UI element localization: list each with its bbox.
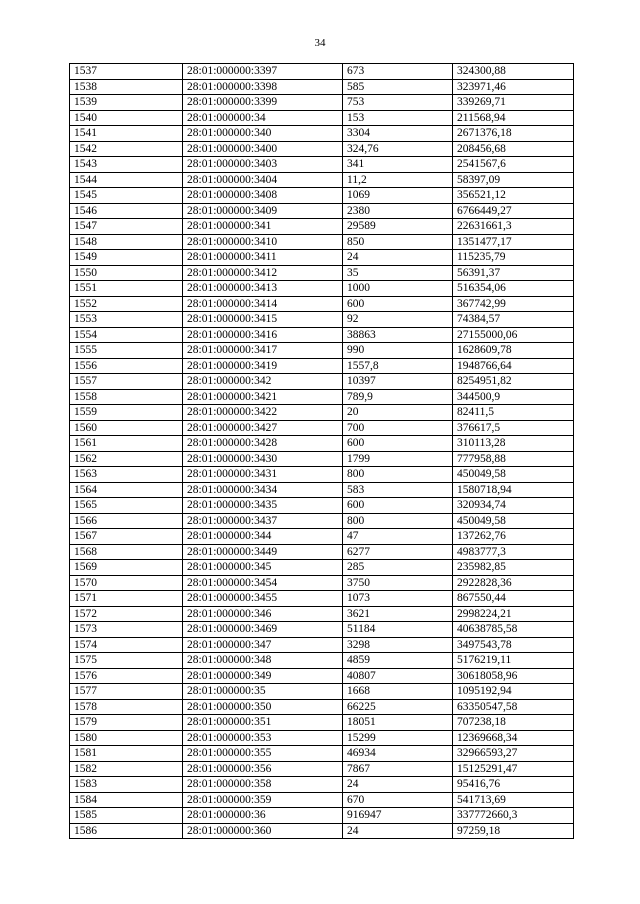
value-cell: 1095192,94 <box>453 684 574 700</box>
cadastral-number-cell: 28:01:000000:3413 <box>183 281 343 297</box>
cadastral-number-cell: 28:01:000000:3427 <box>183 420 343 436</box>
area-cell: 51184 <box>343 622 453 638</box>
row-number-cell: 1548 <box>70 234 183 250</box>
area-cell: 673 <box>343 64 453 80</box>
cadastral-number-cell: 28:01:000000:3403 <box>183 157 343 173</box>
row-number-cell: 1539 <box>70 95 183 111</box>
table-row <box>70 358 574 374</box>
table-row <box>70 808 574 824</box>
value-cell: 22631661,3 <box>453 219 574 235</box>
area-cell: 583 <box>343 482 453 498</box>
table-row <box>70 436 574 452</box>
cadastral-number-cell: 28:01:000000:3415 <box>183 312 343 328</box>
table-row <box>70 668 574 684</box>
value-cell: 2998224,21 <box>453 606 574 622</box>
cadastral-number-cell: 28:01:000000:3417 <box>183 343 343 359</box>
row-number-cell: 1571 <box>70 591 183 607</box>
area-cell: 1557,8 <box>343 358 453 374</box>
row-number-cell: 1576 <box>70 668 183 684</box>
cadastral-number-cell: 28:01:000000:355 <box>183 746 343 762</box>
row-number-cell: 1583 <box>70 777 183 793</box>
area-cell: 1069 <box>343 188 453 204</box>
cadastral-number-cell: 28:01:000000:35 <box>183 684 343 700</box>
cadastral-number-cell: 28:01:000000:3469 <box>183 622 343 638</box>
cadastral-number-cell: 28:01:000000:350 <box>183 699 343 715</box>
cadastral-number-cell: 28:01:000000:3410 <box>183 234 343 250</box>
cadastral-number-cell: 28:01:000000:346 <box>183 606 343 622</box>
row-number-cell: 1552 <box>70 296 183 312</box>
cadastral-number-cell: 28:01:000000:353 <box>183 730 343 746</box>
cadastral-number-cell: 28:01:000000:348 <box>183 653 343 669</box>
table-row <box>70 467 574 483</box>
row-number-cell: 1563 <box>70 467 183 483</box>
value-cell: 58397,09 <box>453 172 574 188</box>
area-cell: 600 <box>343 436 453 452</box>
area-cell: 4859 <box>343 653 453 669</box>
value-cell: 6766449,27 <box>453 203 574 219</box>
value-cell: 323971,46 <box>453 79 574 95</box>
table-row <box>70 234 574 250</box>
value-cell: 344500,9 <box>453 389 574 405</box>
value-cell: 82411,5 <box>453 405 574 421</box>
area-cell: 600 <box>343 498 453 514</box>
table-row <box>70 250 574 266</box>
area-cell: 11,2 <box>343 172 453 188</box>
value-cell: 211568,94 <box>453 110 574 126</box>
value-cell: 376617,5 <box>453 420 574 436</box>
cadastral-number-cell: 28:01:000000:351 <box>183 715 343 731</box>
row-number-cell: 1567 <box>70 529 183 545</box>
table-row <box>70 141 574 157</box>
row-number-cell: 1565 <box>70 498 183 514</box>
row-number-cell: 1538 <box>70 79 183 95</box>
table-row <box>70 64 574 80</box>
cadastral-number-cell: 28:01:000000:3414 <box>183 296 343 312</box>
table-body <box>70 64 574 839</box>
cadastral-table <box>69 63 574 839</box>
cadastral-number-cell: 28:01:000000:3397 <box>183 64 343 80</box>
value-cell: 15125291,47 <box>453 761 574 777</box>
value-cell: 12369668,34 <box>453 730 574 746</box>
cadastral-number-cell: 28:01:000000:341 <box>183 219 343 235</box>
table-row <box>70 699 574 715</box>
row-number-cell: 1544 <box>70 172 183 188</box>
cadastral-number-cell: 28:01:000000:356 <box>183 761 343 777</box>
value-cell: 1580718,94 <box>453 482 574 498</box>
table-row <box>70 374 574 390</box>
value-cell: 30618058,96 <box>453 668 574 684</box>
row-number-cell: 1574 <box>70 637 183 653</box>
table-row <box>70 389 574 405</box>
area-cell: 1000 <box>343 281 453 297</box>
cadastral-number-cell: 28:01:000000:3411 <box>183 250 343 266</box>
area-cell: 29589 <box>343 219 453 235</box>
area-cell: 10397 <box>343 374 453 390</box>
cadastral-number-cell: 28:01:000000:3412 <box>183 265 343 281</box>
area-cell: 24 <box>343 250 453 266</box>
area-cell: 1668 <box>343 684 453 700</box>
table-row <box>70 591 574 607</box>
cadastral-number-cell: 28:01:000000:36 <box>183 808 343 824</box>
cadastral-number-cell: 28:01:000000:344 <box>183 529 343 545</box>
cadastral-number-cell: 28:01:000000:340 <box>183 126 343 142</box>
area-cell: 700 <box>343 420 453 436</box>
table-row <box>70 730 574 746</box>
area-cell: 20 <box>343 405 453 421</box>
value-cell: 324300,88 <box>453 64 574 80</box>
table-row <box>70 529 574 545</box>
table-row <box>70 126 574 142</box>
table-row <box>70 343 574 359</box>
table-row <box>70 513 574 529</box>
row-number-cell: 1561 <box>70 436 183 452</box>
area-cell: 285 <box>343 560 453 576</box>
value-cell: 97259,18 <box>453 823 574 839</box>
table-row <box>70 498 574 514</box>
value-cell: 235982,85 <box>453 560 574 576</box>
cadastral-number-cell: 28:01:000000:3437 <box>183 513 343 529</box>
area-cell: 15299 <box>343 730 453 746</box>
area-cell: 324,76 <box>343 141 453 157</box>
table-row <box>70 715 574 731</box>
cadastral-number-cell: 28:01:000000:3454 <box>183 575 343 591</box>
area-cell: 46934 <box>343 746 453 762</box>
table-row <box>70 110 574 126</box>
cadastral-number-cell: 28:01:000000:347 <box>183 637 343 653</box>
row-number-cell: 1542 <box>70 141 183 157</box>
area-cell: 990 <box>343 343 453 359</box>
row-number-cell: 1555 <box>70 343 183 359</box>
row-number-cell: 1546 <box>70 203 183 219</box>
table-row <box>70 281 574 297</box>
area-cell: 753 <box>343 95 453 111</box>
area-cell: 3621 <box>343 606 453 622</box>
table-row <box>70 172 574 188</box>
area-cell: 916947 <box>343 808 453 824</box>
area-cell: 3304 <box>343 126 453 142</box>
row-number-cell: 1579 <box>70 715 183 731</box>
cadastral-number-cell: 28:01:000000:360 <box>183 823 343 839</box>
value-cell: 2922828,36 <box>453 575 574 591</box>
value-cell: 707238,18 <box>453 715 574 731</box>
table-row <box>70 823 574 839</box>
row-number-cell: 1573 <box>70 622 183 638</box>
value-cell: 450049,58 <box>453 467 574 483</box>
table-row <box>70 405 574 421</box>
table-row <box>70 761 574 777</box>
cadastral-number-cell: 28:01:000000:358 <box>183 777 343 793</box>
area-cell: 341 <box>343 157 453 173</box>
cadastral-number-cell: 28:01:000000:3421 <box>183 389 343 405</box>
value-cell: 4983777,3 <box>453 544 574 560</box>
table-row <box>70 792 574 808</box>
row-number-cell: 1537 <box>70 64 183 80</box>
table-row <box>70 265 574 281</box>
value-cell: 1948766,64 <box>453 358 574 374</box>
row-number-cell: 1581 <box>70 746 183 762</box>
row-number-cell: 1570 <box>70 575 183 591</box>
area-cell: 38863 <box>343 327 453 343</box>
cadastral-number-cell: 28:01:000000:342 <box>183 374 343 390</box>
area-cell: 153 <box>343 110 453 126</box>
cadastral-number-cell: 28:01:000000:34 <box>183 110 343 126</box>
cadastral-number-cell: 28:01:000000:3430 <box>183 451 343 467</box>
value-cell: 5176219,11 <box>453 653 574 669</box>
value-cell: 3497543,78 <box>453 637 574 653</box>
area-cell: 92 <box>343 312 453 328</box>
area-cell: 789,9 <box>343 389 453 405</box>
row-number-cell: 1543 <box>70 157 183 173</box>
area-cell: 1073 <box>343 591 453 607</box>
value-cell: 867550,44 <box>453 591 574 607</box>
table-row <box>70 637 574 653</box>
table-row <box>70 746 574 762</box>
page-number: 34 <box>314 37 326 49</box>
table-row <box>70 203 574 219</box>
area-cell: 600 <box>343 296 453 312</box>
table-row <box>70 157 574 173</box>
table-row <box>70 684 574 700</box>
row-number-cell: 1549 <box>70 250 183 266</box>
value-cell: 32966593,27 <box>453 746 574 762</box>
row-number-cell: 1557 <box>70 374 183 390</box>
row-number-cell: 1562 <box>70 451 183 467</box>
cadastral-number-cell: 28:01:000000:3434 <box>183 482 343 498</box>
value-cell: 1628609,78 <box>453 343 574 359</box>
cadastral-number-cell: 28:01:000000:3431 <box>183 467 343 483</box>
row-number-cell: 1572 <box>70 606 183 622</box>
table-row <box>70 606 574 622</box>
row-number-cell: 1582 <box>70 761 183 777</box>
area-cell: 3750 <box>343 575 453 591</box>
row-number-cell: 1566 <box>70 513 183 529</box>
value-cell: 56391,37 <box>453 265 574 281</box>
table-row <box>70 622 574 638</box>
cadastral-number-cell: 28:01:000000:3399 <box>183 95 343 111</box>
area-cell: 7867 <box>343 761 453 777</box>
row-number-cell: 1580 <box>70 730 183 746</box>
area-cell: 66225 <box>343 699 453 715</box>
cadastral-number-cell: 28:01:000000:3409 <box>183 203 343 219</box>
area-cell: 800 <box>343 467 453 483</box>
table-row <box>70 95 574 111</box>
cadastral-number-cell: 28:01:000000:3422 <box>183 405 343 421</box>
table-row <box>70 575 574 591</box>
value-cell: 8254951,82 <box>453 374 574 390</box>
table-row <box>70 312 574 328</box>
value-cell: 516354,06 <box>453 281 574 297</box>
cadastral-number-cell: 28:01:000000:3416 <box>183 327 343 343</box>
area-cell: 2380 <box>343 203 453 219</box>
value-cell: 95416,76 <box>453 777 574 793</box>
cadastral-number-cell: 28:01:000000:349 <box>183 668 343 684</box>
table-row <box>70 451 574 467</box>
cadastral-number-cell: 28:01:000000:3435 <box>183 498 343 514</box>
cadastral-number-cell: 28:01:000000:3419 <box>183 358 343 374</box>
cadastral-number-cell: 28:01:000000:3455 <box>183 591 343 607</box>
row-number-cell: 1569 <box>70 560 183 576</box>
row-number-cell: 1564 <box>70 482 183 498</box>
value-cell: 137262,76 <box>453 529 574 545</box>
value-cell: 40638785,58 <box>453 622 574 638</box>
area-cell: 850 <box>343 234 453 250</box>
table-row <box>70 653 574 669</box>
area-cell: 3298 <box>343 637 453 653</box>
cadastral-number-cell: 28:01:000000:3398 <box>183 79 343 95</box>
row-number-cell: 1585 <box>70 808 183 824</box>
row-number-cell: 1553 <box>70 312 183 328</box>
value-cell: 337772660,3 <box>453 808 574 824</box>
row-number-cell: 1545 <box>70 188 183 204</box>
table-row <box>70 79 574 95</box>
cadastral-number-cell: 28:01:000000:3400 <box>183 141 343 157</box>
area-cell: 24 <box>343 823 453 839</box>
value-cell: 777958,88 <box>453 451 574 467</box>
row-number-cell: 1550 <box>70 265 183 281</box>
cadastral-number-cell: 28:01:000000:3428 <box>183 436 343 452</box>
value-cell: 1351477,17 <box>453 234 574 250</box>
cadastral-number-cell: 28:01:000000:359 <box>183 792 343 808</box>
value-cell: 208456,68 <box>453 141 574 157</box>
table-row <box>70 777 574 793</box>
value-cell: 450049,58 <box>453 513 574 529</box>
table-row <box>70 420 574 436</box>
row-number-cell: 1578 <box>70 699 183 715</box>
value-cell: 2671376,18 <box>453 126 574 142</box>
row-number-cell: 1541 <box>70 126 183 142</box>
table-row <box>70 560 574 576</box>
row-number-cell: 1577 <box>70 684 183 700</box>
table-row <box>70 188 574 204</box>
area-cell: 800 <box>343 513 453 529</box>
value-cell: 367742,99 <box>453 296 574 312</box>
value-cell: 320934,74 <box>453 498 574 514</box>
value-cell: 339269,71 <box>453 95 574 111</box>
value-cell: 63350547,58 <box>453 699 574 715</box>
area-cell: 35 <box>343 265 453 281</box>
table-row <box>70 327 574 343</box>
area-cell: 47 <box>343 529 453 545</box>
row-number-cell: 1556 <box>70 358 183 374</box>
cadastral-number-cell: 28:01:000000:345 <box>183 560 343 576</box>
row-number-cell: 1540 <box>70 110 183 126</box>
row-number-cell: 1558 <box>70 389 183 405</box>
row-number-cell: 1586 <box>70 823 183 839</box>
area-cell: 40807 <box>343 668 453 684</box>
table-row <box>70 219 574 235</box>
value-cell: 310113,28 <box>453 436 574 452</box>
value-cell: 74384,57 <box>453 312 574 328</box>
cadastral-number-cell: 28:01:000000:3404 <box>183 172 343 188</box>
cadastral-number-cell: 28:01:000000:3408 <box>183 188 343 204</box>
area-cell: 18051 <box>343 715 453 731</box>
area-cell: 585 <box>343 79 453 95</box>
value-cell: 541713,69 <box>453 792 574 808</box>
table-row <box>70 544 574 560</box>
table-row <box>70 482 574 498</box>
area-cell: 6277 <box>343 544 453 560</box>
row-number-cell: 1575 <box>70 653 183 669</box>
value-cell: 27155000,06 <box>453 327 574 343</box>
cadastral-number-cell: 28:01:000000:3449 <box>183 544 343 560</box>
value-cell: 2541567,6 <box>453 157 574 173</box>
area-cell: 24 <box>343 777 453 793</box>
row-number-cell: 1554 <box>70 327 183 343</box>
row-number-cell: 1560 <box>70 420 183 436</box>
row-number-cell: 1559 <box>70 405 183 421</box>
value-cell: 356521,12 <box>453 188 574 204</box>
row-number-cell: 1568 <box>70 544 183 560</box>
row-number-cell: 1551 <box>70 281 183 297</box>
value-cell: 115235,79 <box>453 250 574 266</box>
row-number-cell: 1584 <box>70 792 183 808</box>
table-row <box>70 296 574 312</box>
area-cell: 670 <box>343 792 453 808</box>
area-cell: 1799 <box>343 451 453 467</box>
row-number-cell: 1547 <box>70 219 183 235</box>
